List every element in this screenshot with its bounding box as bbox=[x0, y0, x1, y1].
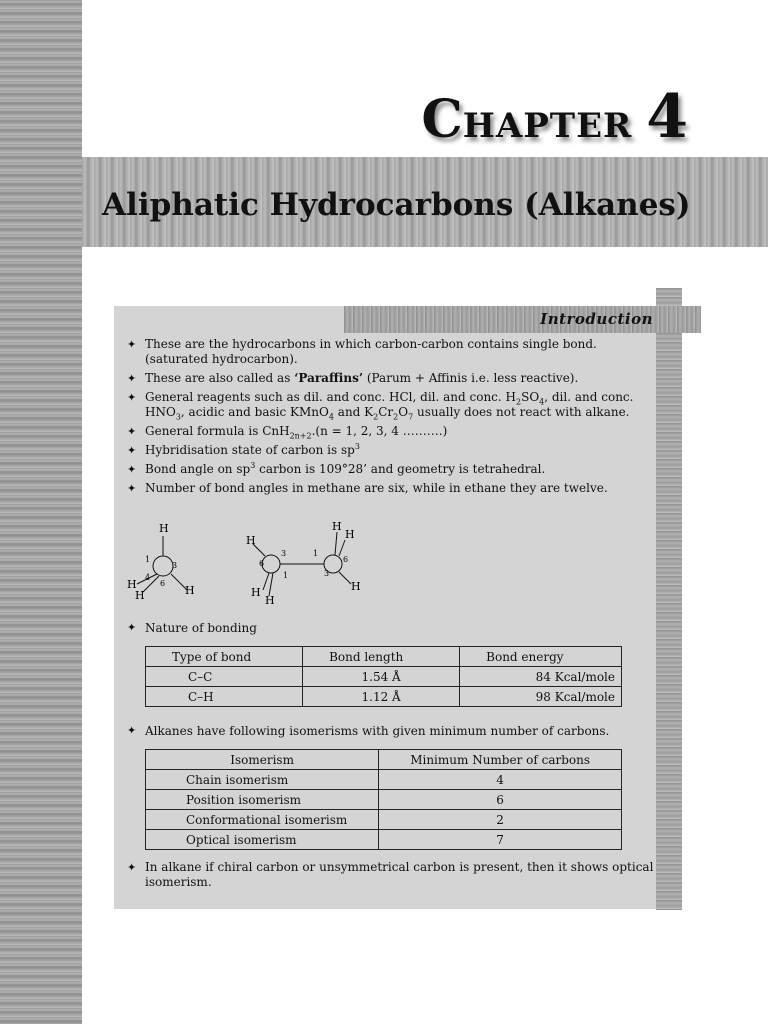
introduction-label: Introduction bbox=[540, 310, 653, 328]
svg-text:6: 6 bbox=[343, 555, 349, 564]
bullet-mark-icon: ✦ bbox=[127, 425, 137, 438]
page-title: Aliphatic Hydrocarbons (Alkanes) bbox=[102, 187, 691, 223]
atom-label: H bbox=[159, 522, 169, 535]
svg-text:H: H bbox=[345, 528, 355, 541]
bullet-mark-icon: ✦ bbox=[127, 391, 137, 404]
svg-text:6: 6 bbox=[160, 579, 166, 588]
svg-text:1: 1 bbox=[145, 555, 151, 564]
bullet-item: ✦ Number of bond angles in methane are six, while in ethane they are twelve. bbox=[127, 481, 608, 495]
newman-projection-diagrams bbox=[125, 518, 385, 608]
chapter-word: HAPTER bbox=[462, 106, 633, 146]
bullet-mark-icon: ✦ bbox=[127, 372, 137, 385]
table-row: Optical isomerism 7 bbox=[146, 830, 622, 850]
bullet-mark-icon: ✦ bbox=[127, 861, 137, 874]
bullet-item-chiral: ✦ In alkane if chiral carbon or unsymmetrical carbon is present, then it shows optical isomerism. bbox=[127, 860, 654, 889]
svg-text:H: H bbox=[246, 534, 256, 547]
svg-text:1: 1 bbox=[283, 571, 289, 580]
bullet-item: ✦ These are the hydrocarbons in which carbon-carbon contains single bond. (saturated hydrocarbon). bbox=[127, 337, 597, 366]
table-header-row: Type of bond Bond length Bond energy bbox=[146, 647, 622, 667]
table-row: Position isomerism 6 bbox=[146, 790, 622, 810]
box-side-stripe bbox=[656, 288, 682, 910]
introduction-band bbox=[344, 306, 701, 333]
bullet-item-nature: ✦ Nature of bonding bbox=[127, 621, 257, 635]
bullet-mark-icon: ✦ bbox=[127, 444, 137, 457]
svg-text:3: 3 bbox=[281, 549, 287, 558]
bullet-item: ✦ These are also called as ‘Paraffins’ (Parum + Affinis i.e. less reactive). bbox=[127, 371, 579, 385]
title-band bbox=[82, 157, 768, 247]
bond-table bbox=[145, 646, 622, 707]
svg-text:4: 4 bbox=[145, 573, 151, 582]
svg-text:3: 3 bbox=[172, 561, 178, 570]
svg-text:H: H bbox=[332, 520, 342, 533]
bullet-item: ✦ General reagents such as dil. and conc. HCl, dil. and conc. $H_2SO_4$, dil. and conc. $HNO_3$, acidic and basic KMnO$_4$ and $K_2Cr_2O_7$ usually does not react with alkane. bbox=[127, 390, 634, 422]
svg-text:H: H bbox=[251, 586, 261, 599]
bullet-item-isomerism: ✦ Alkanes have following isomerisms with given minimum number of carbons. bbox=[127, 724, 610, 738]
bullet-mark-icon: ✦ bbox=[127, 338, 137, 351]
bullet-mark-icon: ✦ bbox=[127, 621, 137, 634]
table-row: C–C 1.54 Å 84 Kcal/mole bbox=[146, 667, 622, 687]
svg-text:H: H bbox=[351, 580, 361, 593]
bullet-item: ✦ Hybridisation state of carbon is $sp^3$ bbox=[127, 442, 360, 457]
chapter-heading bbox=[421, 82, 688, 152]
methane-projection bbox=[127, 522, 195, 602]
svg-text:H: H bbox=[265, 594, 275, 607]
bullet-list bbox=[127, 337, 652, 500]
atom-label: H bbox=[135, 589, 145, 602]
bullet-mark-icon: ✦ bbox=[127, 482, 137, 495]
chapter-number: 4 bbox=[646, 82, 688, 152]
left-decorative-stripe bbox=[0, 0, 82, 1024]
atom-label: H bbox=[127, 578, 137, 591]
bullet-item: ✦ Bond angle on $sp^3$ carbon is 109°28’ and geometry is tetrahedral. bbox=[127, 461, 546, 476]
table-row: C–H 1.12 Å 98 Kcal/mole bbox=[146, 687, 622, 707]
atom-label: H bbox=[185, 584, 195, 597]
bullet-mark-icon: ✦ bbox=[127, 463, 137, 476]
ethane-projection bbox=[246, 520, 361, 607]
bullet-item: ✦ General formula is CnH$_{2n+2}$.(n = 1, 2, 3, 4 ……….) bbox=[127, 424, 448, 441]
chapter-cap: C bbox=[421, 89, 463, 150]
table-row: Chain isomerism 4 bbox=[146, 770, 622, 790]
svg-text:1: 1 bbox=[313, 549, 319, 558]
table-row: Conformational isomerism 2 bbox=[146, 810, 622, 830]
table-header-row: Isomerism Minimum Number of carbons bbox=[146, 750, 622, 770]
svg-text:3: 3 bbox=[324, 569, 330, 578]
isomerism-table bbox=[145, 749, 622, 850]
svg-text:6: 6 bbox=[259, 559, 265, 568]
bullet-mark-icon: ✦ bbox=[127, 724, 137, 737]
